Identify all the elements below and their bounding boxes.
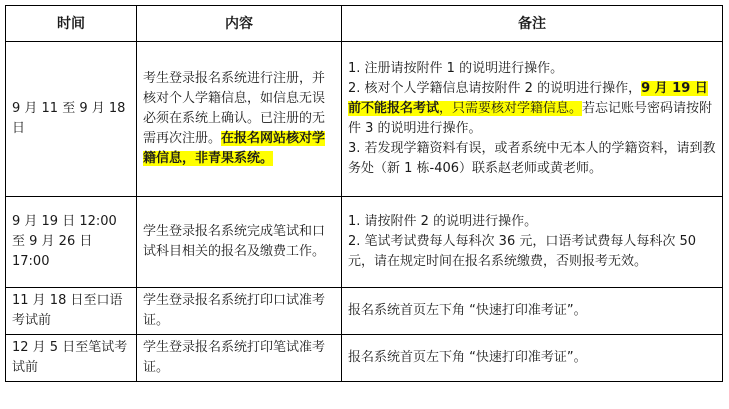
note-item: 2. 笔试考试费每人每科次 36 元，口语考试费每人每科次 50 元，请在规定时间在报名系统缴费，否则报考无效。 xyxy=(348,234,697,269)
note-item: 3. 若发现学籍资料有误，或者系统中无本人的学籍资料，请到教务处（新 1 栋-406）联系赵老师或黄老师。 xyxy=(348,141,716,176)
table-row xyxy=(6,335,723,382)
row-note: 报名系统首页左下角 “快速打印准考证”。 xyxy=(342,288,723,335)
row-content: 学生登录报名系统完成笔试和口试科目相关的报名及缴费工作。 xyxy=(137,197,342,288)
schedule-table xyxy=(5,5,723,382)
row-note xyxy=(342,42,723,197)
table-row xyxy=(6,197,723,288)
content-text: 考生登录报名系统进行注册，并核对个人学籍信息，如信息无误必须在系统上确认。已注册的无需再次注册。 xyxy=(143,71,326,146)
note-item: 1. 注册请按附件 1 的说明进行操作。 xyxy=(348,61,564,76)
header-time: 时间 xyxy=(6,6,137,42)
row-time: 11 月 18 日至口语考试前 xyxy=(6,288,137,335)
row-content: 学生登录报名系统打印笔试准考证。 xyxy=(137,335,342,382)
note-highlight-bold: 9 月 19 日前不能报名考试 xyxy=(348,81,708,116)
header-row xyxy=(6,6,723,42)
row-time: 9 月 11 至 9 月 18 日 xyxy=(6,42,137,197)
table-row xyxy=(6,42,723,197)
header-content: 内容 xyxy=(137,6,342,42)
header-note: 备注 xyxy=(342,6,723,42)
row-content xyxy=(137,42,342,197)
note-item: 1. 请按附件 2 的说明进行操作。 xyxy=(348,214,538,229)
table-row xyxy=(6,288,723,335)
note-text: 2. 核对个人学籍信息请按附件 2 的说明进行操作， xyxy=(348,81,642,96)
row-time: 9 月 19 日 12:00 至 9 月 26 日 17:00 xyxy=(6,197,137,288)
content-highlight: 在报名网站核对学籍信息，非青果系统。 xyxy=(143,131,326,166)
row-content: 学生登录报名系统打印口试准考证。 xyxy=(137,288,342,335)
note-highlight: ，只需要核对学籍信息。 xyxy=(439,101,583,116)
note-item xyxy=(348,79,716,139)
row-time: 12 月 5 日至笔试考试前 xyxy=(6,335,137,382)
row-note xyxy=(342,197,723,288)
note-text: 若忘记账号密码请按附件 3 的说明进行操作。 xyxy=(348,101,713,136)
row-note: 报名系统首页左下角 “快速打印准考证”。 xyxy=(342,335,723,382)
